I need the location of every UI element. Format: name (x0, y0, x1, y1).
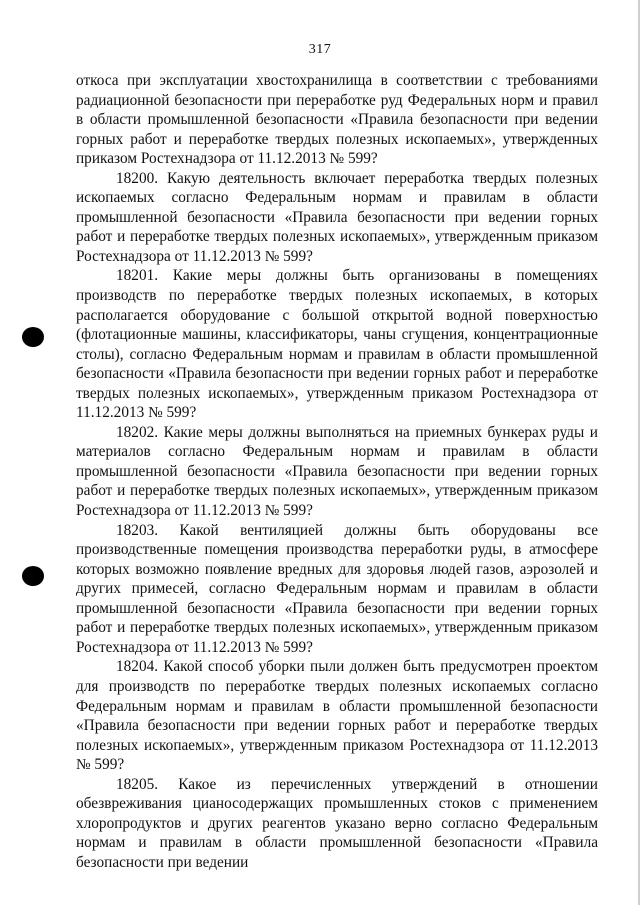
punch-hole-mark (22, 327, 44, 347)
question-18205: 18205. Какое из перечисленных утверждений в отношении обезвреживания цианосодержащих промышленных стоков с применением хлоропродуктов и других реагентов указано верно согласно Федеральным нормам и правилам в области промышленной безопасности «Правила безопасности при ведении (76, 775, 598, 871)
question-18204: 18204. Какой способ уборки пыли должен быть предусмотрен проектом для производств по переработке твердых полезных ископаемых согласно Федеральным нормам и правилам в области промышленной безопасности «Правила безопасности при ведении горных работ и переработке твердых полезных ископаемых», утвержденным приказом Ростехнадзора от 11.12.2013 № 599? (76, 658, 598, 774)
question-18201: 18201. Какие меры должны быть организованы в помещениях производств по переработке твердых полезных ископаемых, в которых располагается оборудование с большой открытой водной поверхностью (флотационные машины, классификаторы, чаны сгущения, концентрационные столы), согласно Федеральным нормам и правилам в области промышленной безопасности «Правила безопасности при ведении горных работ и переработке твердых полезных ископаемых», утвержденным приказом Ростехнадзора от 11.12.2013 № 599? (76, 267, 598, 422)
question-18202: 18202. Какие меры должны выполняться на приемных бункерах руды и материалов согласно Федеральным нормам и правилам в области промышленной безопасности «Правила безопасности при ведении горных работ и переработке твердых полезных ископаемых», утвержденным приказом Ростехнадзора от 11.12.2013 № 599? (76, 423, 598, 520)
question-18203: 18203. Какой вентиляцией должны быть оборудованы все производственные помещения производства переработки руды, в атмосфере которых возможно появление вредных для здоровья людей газов, аэрозолей и других примесей, согласно Федеральным нормам и правилам в области промышленной безопасности «Правила безопасности при ведении горных работ и переработке твердых полезных ископаемых», утвержденным приказом Ростехнадзора от 11.12.2013 № 599? (76, 521, 598, 656)
punch-hole-mark (22, 566, 44, 586)
page-number: 317 (308, 42, 332, 57)
question-18200: 18200. Какую деятельность включает переработка твердых полезных ископаемых согласно Федеральным нормам и правилам в области промышленной безопасности «Правила безопасности при ведении горных работ и переработке твердых полезных ископаемых», утвержденным приказом Ростехнадзора от 11.12.2013 № 599? (76, 169, 598, 265)
paragraph-continuation: откоса при эксплуатации хвостохранилища в соответствии с требованиями радиационной безопасности при переработке руд Федеральных норм и правил в области промышленной безопасности «Правила безопасности при ведении горных работ и переработке твердых полезных ископаемых», утвержденных приказом Ростехнадзора от 11.12.2013 № 599? (76, 72, 598, 168)
document-body (76, 71, 598, 872)
